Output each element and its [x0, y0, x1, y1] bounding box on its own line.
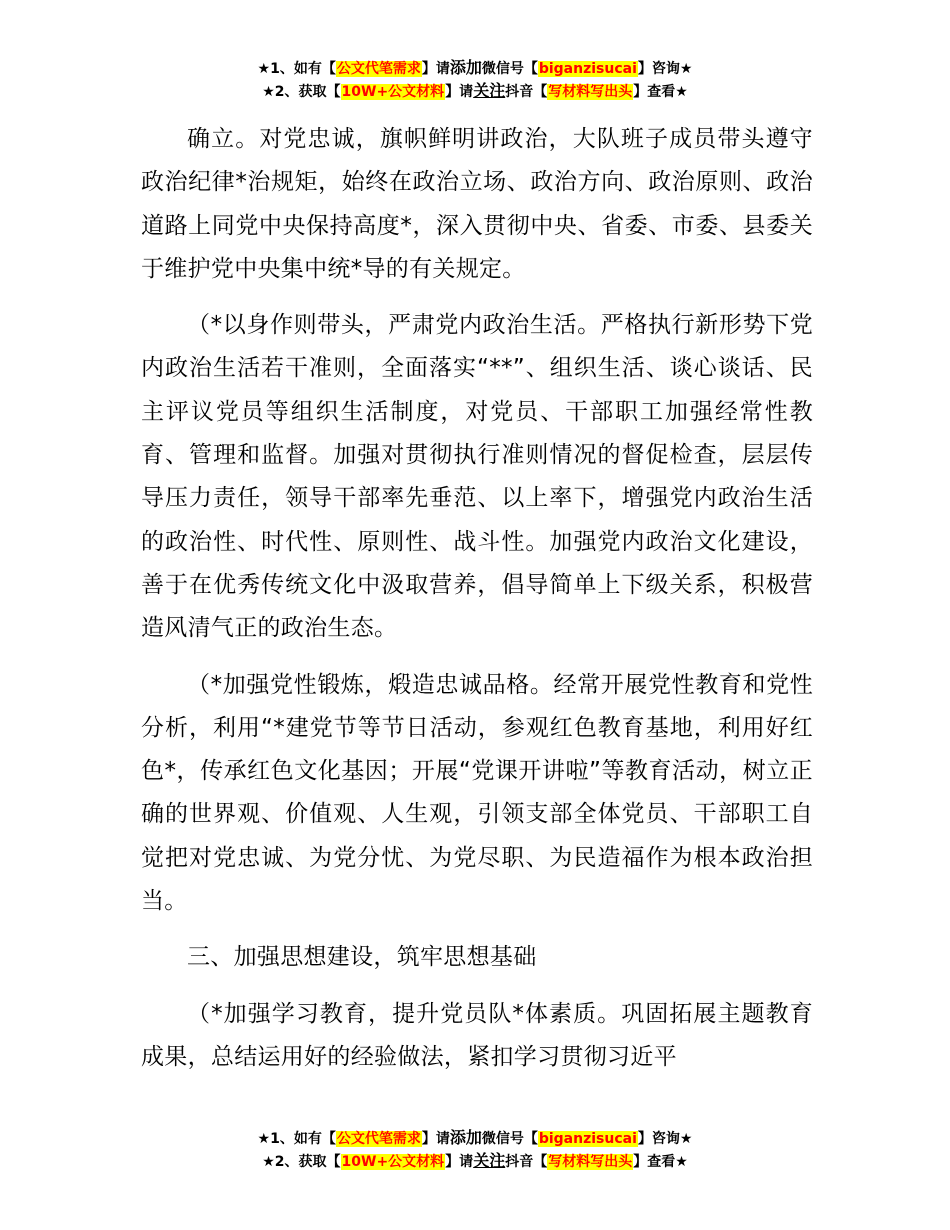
- banner-emphasis: 添加: [449, 1128, 482, 1147]
- banner-text: 抖音【: [505, 1154, 548, 1170]
- banner-line-2: [0, 80, 950, 103]
- banner-text: 】查看★: [633, 1154, 688, 1170]
- banner-line-1: [0, 57, 950, 80]
- banner-text: 】请: [421, 61, 450, 77]
- section-heading: 三、加强思想建设，筑牢思想基础: [187, 944, 537, 971]
- highlight-service: 公文代笔需求: [336, 61, 421, 77]
- highlight-wechat-id: biganzisucai: [538, 61, 637, 77]
- highlight-wechat-id: biganzisucai: [538, 1131, 637, 1147]
- banner-text: 抖音【: [505, 84, 548, 100]
- paragraph: （*以身作则带头，严肃党内政治生活。严格执行新形势下党内政治生活若干准则，全面落实“**”、组织生活、谈心谈话、民主评议党员等组织生活制度，对党员、干部职工加强经常性教育、管理和监督。加强对贯彻执行准则情况的督促检查，层层传导压力责任，领导干部率先垂范、以上率下，增强党内政治生活的政治性、时代性、原则性、战斗性。加强党内政治文化建设，善于在优秀传统文化中汲取营养，倡导简单上下级关系，积极营造风清气正的政治生态。: [141, 312, 813, 642]
- banner-text: 】咨询★: [637, 1131, 693, 1147]
- banner-text: ★2、获取【: [262, 84, 341, 100]
- banner-text: ★1、如有【: [257, 61, 336, 77]
- document-body: [141, 118, 813, 1092]
- banner-text: 】咨询★: [637, 61, 693, 77]
- banner-emphasis: 关注: [473, 1151, 506, 1170]
- highlight-materials: 10W+公文材料: [341, 84, 445, 100]
- paragraph: （*加强学习教育，提升党员队*体素质。巩固拓展主题教育成果，总结运用好的经验做法，紧扣学习贯彻习近平: [141, 1000, 813, 1070]
- banner-text: 】请: [421, 1131, 450, 1147]
- banner-text: 微信号【: [481, 61, 538, 77]
- banner-text: ★1、如有【: [257, 1131, 336, 1147]
- highlight-materials: 10W+公文材料: [341, 1154, 445, 1170]
- banner-text: ★2、获取【: [262, 1154, 341, 1170]
- banner-text: 】查看★: [633, 84, 688, 100]
- highlight-douyin: 写材料写出头: [548, 1154, 633, 1170]
- footer-banner: [0, 1127, 950, 1173]
- banner-text: 】请: [445, 1154, 474, 1170]
- banner-text: 微信号【: [481, 1131, 538, 1147]
- banner-emphasis: 关注: [473, 81, 506, 100]
- banner-line-2: [0, 1150, 950, 1173]
- highlight-service: 公文代笔需求: [336, 1131, 421, 1147]
- banner-line-1: [0, 1127, 950, 1150]
- banner-emphasis: 添加: [449, 58, 482, 77]
- banner-text: 】请: [445, 84, 474, 100]
- paragraph: （*加强党性锻炼，煅造忠诚品格。经常开展党性教育和党性分析，利用“*建党节等节日活动，参观红色教育基地，利用好红色*，传承红色文化基因；开展“党课开讲啦”等教育活动，树立正确的世界观、价值观、人生观，引领支部全体党员、干部职工自觉把对党忠诚、为党分忧、为党尽职、为民造福作为根本政治担当。: [141, 671, 813, 915]
- highlight-douyin: 写材料写出头: [548, 84, 633, 100]
- paragraph: 确立。对党忠诚，旗帜鲜明讲政治，大队班子成员带头遵守政治纪律*治规矩，始终在政治立场、政治方向、政治原则、政治道路上同党中央保持高度*，深入贯彻中央、省委、市委、县委关于维护党中央集中统*导的有关规定。: [141, 126, 813, 282]
- header-banner: [0, 57, 950, 103]
